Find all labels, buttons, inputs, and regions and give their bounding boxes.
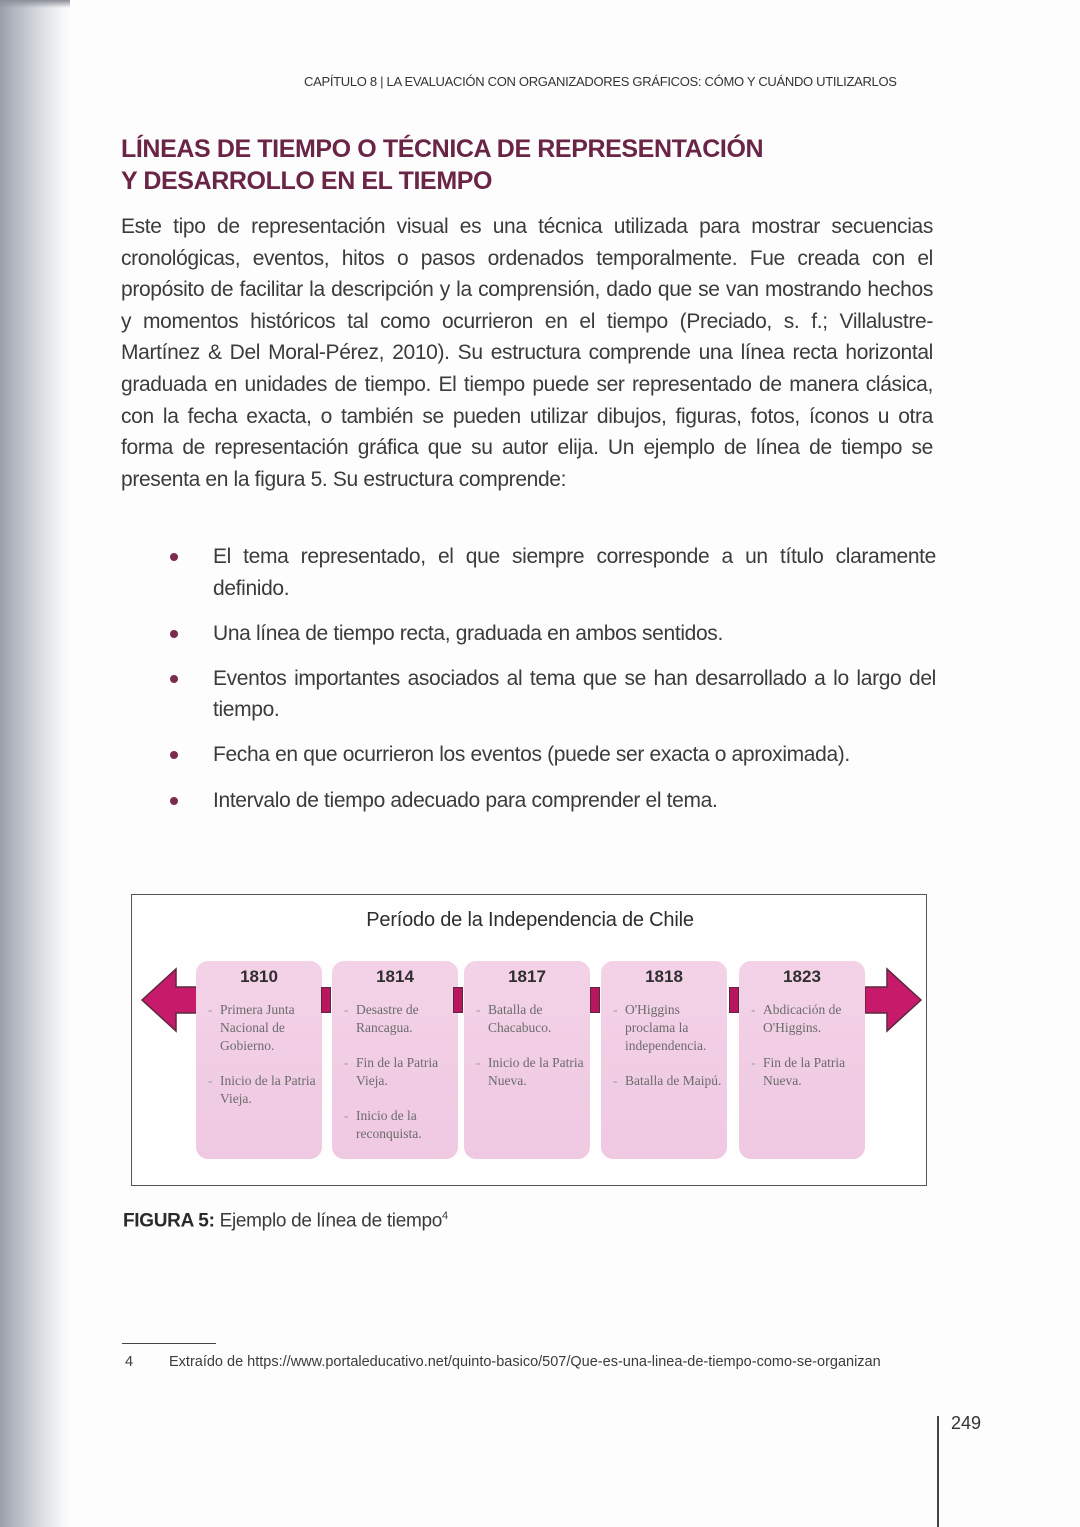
list-item-text: Una línea de tiempo recta, graduada en ambos sentidos.	[213, 621, 723, 645]
book-spine-shadow	[0, 0, 70, 1527]
arrow-right-icon	[865, 967, 923, 1033]
timeline-event: - Batalla de Maipú.	[613, 1073, 722, 1088]
timeline-event: - O'Higgins proclama la independencia.	[613, 1002, 707, 1053]
timeline-year: 1817	[508, 967, 546, 986]
figure-title: Período de la Independencia de Chile	[366, 909, 694, 931]
page-number: 249	[951, 1413, 982, 1433]
caption-label: FIGURA 5:	[123, 1210, 215, 1232]
footnote-ref: 4	[442, 1210, 448, 1222]
timeline-card-1817	[464, 961, 590, 1159]
timeline-connector	[729, 987, 739, 1013]
bullet-icon	[170, 751, 178, 759]
list-item-text: Intervalo de tiempo adecuado para comprender el tema.	[213, 788, 718, 812]
timeline-year: 1814	[376, 967, 414, 986]
footnote-text: Extraído de https://www.portaleducativo.net/quinto-basico/507/Que-es-una-linea-de-tiempo-como-se-organizan	[169, 1354, 881, 1370]
list-item	[166, 541, 936, 604]
bullet-icon	[170, 797, 178, 805]
footnote	[125, 1352, 945, 1372]
timeline-event: - Fin de la Patria Vieja.	[344, 1055, 439, 1088]
running-head: CAPÍTULO 8 | LA EVALUACIÓN CON ORGANIZADORES GRÁFICOS: CÓMO Y CUÁNDO UTILIZARLOS	[304, 74, 897, 89]
footnote-divider	[122, 1343, 216, 1344]
list-item	[166, 663, 936, 726]
timeline-event: - Inicio de la Patria Nueva.	[476, 1055, 584, 1088]
list-item	[166, 785, 936, 817]
timeline-event: - Abdicación de O'Higgins.	[751, 1002, 842, 1035]
timeline-event: - Primera Junta Nacional de Gobierno.	[208, 1002, 295, 1053]
page-number-rule	[937, 1416, 939, 1527]
timeline-event: - Inicio de la reconquista.	[344, 1108, 422, 1141]
timeline-event: - Inicio de la Patria Vieja.	[208, 1073, 316, 1106]
timeline-year: 1810	[240, 967, 278, 986]
bullet-icon	[170, 675, 178, 683]
section-title	[121, 133, 901, 197]
footnote-number: 4	[125, 1354, 134, 1370]
figure-caption	[123, 1210, 448, 1232]
caption-text: Ejemplo de línea de tiempo	[214, 1210, 443, 1232]
list-item-text: Fecha en que ocurrieron los eventos (puede ser exacta o aproximada).	[213, 743, 850, 767]
list-item	[166, 618, 936, 650]
timeline-event: - Batalla de Chacabuco.	[476, 1002, 552, 1035]
timeline-card-1823	[739, 961, 865, 1159]
timeline-year: 1818	[645, 967, 683, 986]
timeline-connector	[453, 987, 463, 1013]
timeline-connector	[321, 987, 331, 1013]
structure-list	[166, 541, 936, 830]
timeline-event: - Fin de la Patria Nueva.	[751, 1055, 846, 1088]
list-item-text: El tema representado, el que siempre corresponde a un título claramente definido.	[213, 545, 936, 600]
timeline-card-1814	[332, 961, 458, 1159]
list-item-text: Eventos importantes asociados al tema que se han desarrollado a lo largo del tiempo.	[213, 666, 936, 722]
timeline-card-1818	[601, 961, 727, 1159]
bullet-icon	[170, 553, 178, 561]
bullet-icon	[170, 630, 178, 638]
timeline-card-1810	[196, 961, 322, 1159]
section-title-line-1: LÍNEAS DE TIEMPO O TÉCNICA DE REPRESENTACIÓN	[121, 135, 764, 163]
arrow-left-icon	[140, 967, 200, 1033]
timeline-figure	[131, 894, 927, 1186]
timeline-year: 1823	[783, 967, 821, 986]
timeline-event: - Desastre de Rancagua.	[344, 1002, 419, 1035]
timeline-connector	[590, 987, 600, 1013]
body-paragraph: Este tipo de representación visual es una técnica utilizada para mostrar secuencias cronológicas, eventos, hitos o pasos ordenados temporalmente. Fue creada con el propósito de facilitar la descripción y la comprensión, dado que se van mostrando hechos y momentos históricos tal como ocurrieron en el tiempo (Preciado, s. f.; Villalustre-Martínez & Del Moral-Pérez, 2010). Su estructura comprende una línea recta horizontal graduada en unidades de tiempo. El tiempo puede ser representado de manera clásica, con la fecha exacta, o también se pueden utilizar dibujos, figuras, fotos, íconos u otra forma de representación gráfica que su autor elija. Un ejemplo de línea de tiempo se presenta en la figura 5. Su estructura comprende:	[121, 215, 933, 491]
page-edge-shadow	[0, 0, 70, 8]
section-title-line-2: Y DESARROLLO EN EL TIEMPO	[121, 167, 493, 195]
list-item	[166, 739, 936, 771]
